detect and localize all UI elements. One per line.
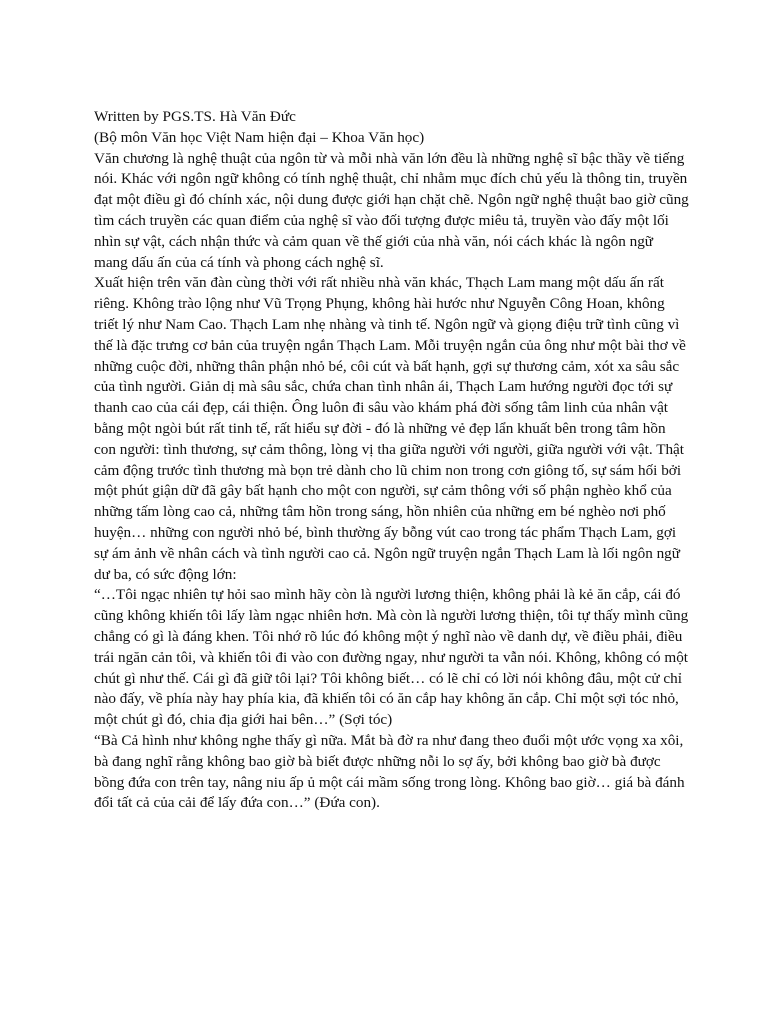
document-page bbox=[94, 107, 690, 814]
author-line: Written by PGS.TS. Hà Văn Đức bbox=[94, 108, 296, 125]
paragraph-intro: Văn chương là nghệ thuật của ngôn từ và mỗi nhà văn lớn đều là những nghệ sĩ bậc thầy về tiếng nói. Khác với ngôn ngữ không có tính nghệ thuật, chỉ nhằm mục đích chủ yếu là thông tin, truyền đạt một điều gì đó chính xác, nội dung được giới hạn chặt chẽ. Ngôn ngữ nghệ thuật bao giờ cũng tìm cách truyền các quan điểm của nghệ sĩ vào đối tượng được miêu tả, truyền vào đấy một lối nhìn sự vật, cách nhận thức và cảm quan về thế giới của nhà văn, nói cách khác là ngôn ngữ mang dấu ấn của cá tính và phong cách nghệ sĩ. bbox=[94, 149, 689, 271]
quote-soi-toc: “…Tôi ngạc nhiên tự hỏi sao mình hãy còn là người lương thiện, không phải là kẻ ăn cắp, cái đó cũng không khiến tôi lấy làm ngạc nhiên hơn. Mà còn là người lương thiện, tôi tự thấy mình cũng chẳng có gì là đáng khen. Tôi nhớ rõ lúc đó không một ý nghĩ nào về danh dự, về điều phải, điều trái ngăn cản tôi, và khiến tôi đi vào con đường ngay, như người ta vẫn nói. Không, không có một chút gì như thế. Cái gì đã giữ tôi lại? Tôi không biết… có lẽ chỉ có lời nói không đâu, một cử chỉ nào đấy, về phía này hay phía kia, đã khiến tôi có ăn cắp hay không ăn cắp. Chỉ một sợi tóc nhỏ, một chút gì đó, chia địa giới hai bên…” (Sợi tóc) bbox=[94, 586, 689, 729]
paragraph-thach-lam: Xuất hiện trên văn đàn cùng thời với rất nhiều nhà văn khác, Thạch Lam mang một dấu ấn rất riêng. Không trào lộng như Vũ Trọng Phụng, không hài hước như Nguyễn Công Hoan, không triết lý như Nam Cao. Thạch Lam nhẹ nhàng và tinh tế. Ngôn ngữ và giọng điệu trữ tình cũng vì thế là đặc trưng cơ bản của truyện ngắn Thạch Lam. Mỗi truyện ngắn của ông như một bài thơ về những cuộc đời, những thân phận nhỏ bé, côi cút và bất hạnh, gợi sự thương cảm, xót xa sâu sắc của tình người. Giản dị mà sâu sắc, chứa chan tình nhân ái, Thạch Lam hướng người đọc tới sự thanh cao của cái đẹp, cái thiện. Ông luôn đi sâu vào khám phá đời sống tâm linh của nhân vật bằng một ngòi bút rất tinh tế, rất hiểu sự đời - đó là những vẻ đẹp lẩn khuất bên trong tâm hồn con người: tình thương, sự cảm thông, lòng vị tha giữa người với người, giữa người với vật. Thật cảm động trước tình thương mà bọn trẻ dành cho lũ chim non trong cơn giông tố, sự sám hối bởi một phút giận dữ đã gây bất hạnh cho một con người, sự cảm thông với số phận nghèo khổ của những tấm lòng cao cả, những tâm hồn trong sáng, hồn nhiên của những em bé nghèo nơi phố huyện… những con người nhỏ bé, bình thường ấy bỗng vút cao trong tác phẩm Thạch Lam, gợi sự ám ảnh về nhân cách và tình người cao cả. Ngôn ngữ truyện ngắn Thạch Lam là lối ngôn ngữ dư ba, có sức động lớn: bbox=[94, 274, 686, 583]
quote-dua-con: “Bà Cả hình như không nghe thấy gì nữa. Mắt bà đờ ra như đang theo đuổi một ước vọng xa xôi, bà đang nghĩ rằng không bao giờ bà biết được những nỗi lo sợ ấy, bởi không bao giờ bà được bồng đứa con trên tay, nâng niu ấp ủ một cái mầm sống trong lòng. Không bao giờ… giá bà đánh đổi tất cả của cải để lấy đứa con…” (Đứa con). bbox=[94, 731, 685, 812]
affiliation-line: (Bộ môn Văn học Việt Nam hiện đại – Khoa Văn học) bbox=[94, 128, 425, 146]
